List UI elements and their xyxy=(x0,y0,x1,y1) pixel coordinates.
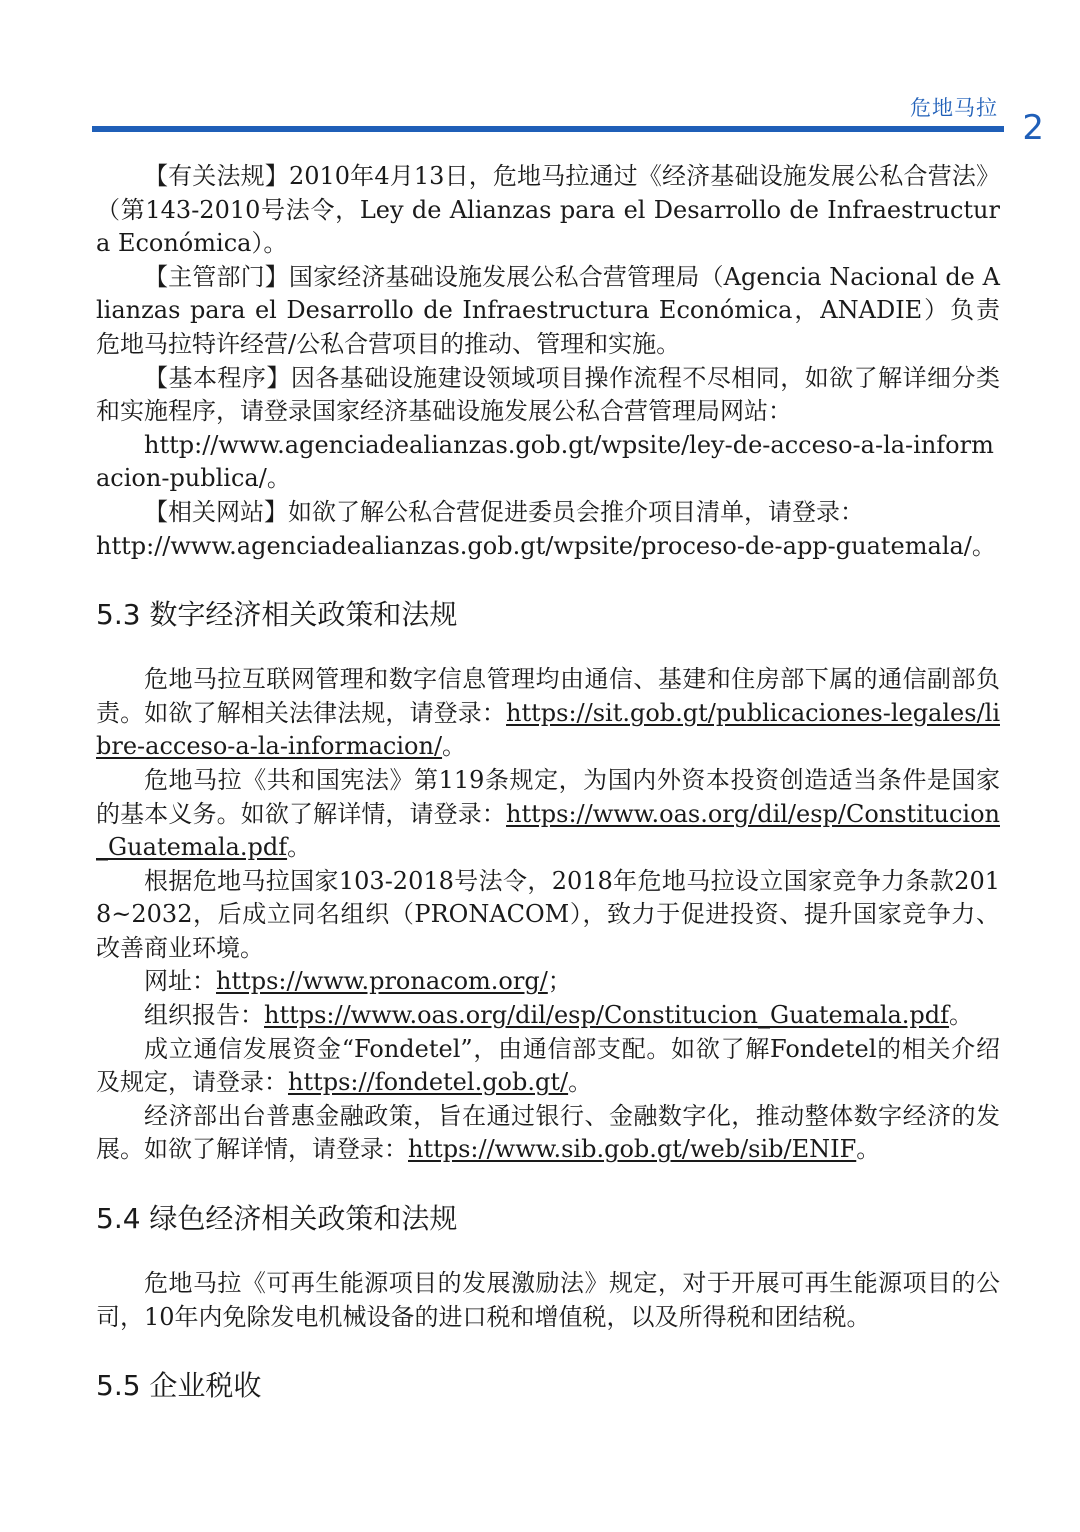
procedure-url-paragraph xyxy=(96,429,1000,496)
s53-p7-end: 。 xyxy=(856,1135,881,1164)
websites-label: 【相关网站】 xyxy=(144,497,288,526)
s53-p3: 根据危地马拉国家103-2018号法令，2018年危地马拉设立国家竞争力条款2018~2032，后成立同名组织（PRONACOM），致力于促进投资、提升国家竞争力、改善商业环境。 xyxy=(96,866,1000,962)
websites-url[interactable]: http://www.agenciadealianzas.gob.gt/wpsite/proceso-de-app-guatemala/ xyxy=(96,531,972,560)
authority-text: 国家经济基础设施发展公私合营管理局（Agencia Nacional de Alianzas para el Desarrollo de Infraestructura Económica，ANADIE）负责危地马拉特许经营/公私合营项目的推动、管理和实施。 xyxy=(96,262,1000,358)
s53-p2-end: 。 xyxy=(287,833,312,862)
page-number: 2 xyxy=(1022,108,1044,148)
laws-text: 2010年4月13日，危地马拉通过《经济基础设施发展公私合营法》（第143-2010号法令，Ley de Alianzas para el Desarrollo de Infraestructura Económica）。 xyxy=(96,162,1001,258)
s53-p1-text: 危地马拉互联网管理和数字信息管理均由通信、基建和住房部下属的通信副部负责。如欲了解相关法律法规，请登录： xyxy=(96,665,1000,727)
laws-paragraph xyxy=(96,160,1000,261)
authority-label: 【主管部门】 xyxy=(144,262,289,291)
sit-link[interactable]: https://sit.gob.gt/publicaciones-legales/libre-acceso-a-la-informacion/ xyxy=(96,698,1000,761)
report-label: 组织报告： xyxy=(144,1001,264,1030)
s53-p1 xyxy=(96,663,1000,764)
s53-p1-end: 。 xyxy=(442,732,467,761)
section-5-3-heading: 5.3 数字经济相关政策和法规 xyxy=(96,598,458,632)
s53-p5 xyxy=(96,999,1000,1033)
websites-text: 如欲了解公私合营促进委员会推介项目清单，请登录： xyxy=(288,497,864,526)
section-5-5-heading: 5.5 企业税收 xyxy=(96,1369,262,1403)
websites-paragraph xyxy=(96,496,1000,530)
header-rule xyxy=(92,126,1004,132)
fondetel-link[interactable]: https://fondetel.gob.gt/ xyxy=(288,1068,569,1097)
procedure-paragraph xyxy=(96,362,1000,429)
authority-paragraph xyxy=(96,261,1000,362)
running-title: 危地马拉 xyxy=(910,96,998,120)
s53-p5-end: 。 xyxy=(949,1001,974,1030)
s54-p1: 危地马拉《可再生能源项目的发展激励法》规定，对于开展可再生能源项目的公司，10年内免除发电机械设备的进口税和增值税，以及所得税和团结税。 xyxy=(96,1269,1000,1331)
sib-link[interactable]: https://www.sib.gob.gt/web/sib/ENIF xyxy=(408,1135,857,1164)
s53-p7-text: 经济部出台普惠金融政策，旨在通过银行、金融数字化，推动整体数字经济的发展。如欲了解详情，请登录： xyxy=(96,1101,1000,1164)
s53-p6-text: 成立通信发展资金“Fondetel”，由通信部支配。如欲了解Fondetel的相关介绍及规定，请登录： xyxy=(96,1034,1000,1097)
s53-p6-end: 。 xyxy=(568,1068,593,1097)
websites-end: 。 xyxy=(971,531,996,560)
procedure-end: 。 xyxy=(266,464,291,493)
procedure-url[interactable]: http://www.agenciadealianzas.gob.gt/wpsite/ley-de-acceso-a-la-informacion-publica/ xyxy=(96,430,994,493)
s53-p2-text: 危地马拉《共和国宪法》第119条规定，为国内外资本投资创造适当条件是国家的基本义务。如欲了解详情，请登录： xyxy=(96,765,1000,828)
procedure-text: 因各基础设施建设领域项目操作流程不尽相同，如欲了解详细分类和实施程序，请登录国家经济基础设施发展公私合营管理局网站： xyxy=(96,363,1001,426)
s53-p7 xyxy=(96,1100,1000,1167)
s53-p4 xyxy=(96,965,1000,999)
laws-label: 【有关法规】 xyxy=(144,162,289,190)
s53-p2 xyxy=(96,764,1000,865)
pronacom-link[interactable]: https://www.pronacom.org/ xyxy=(216,967,548,996)
page-content xyxy=(96,160,1000,1434)
website-label: 网址： xyxy=(144,967,216,996)
constitution-link[interactable]: https://www.oas.org/dil/esp/Constitucion_Guatemala.pdf xyxy=(96,799,1000,862)
s53-p6 xyxy=(96,1033,1000,1100)
section-5-4-heading: 5.4 绿色经济相关政策和法规 xyxy=(96,1202,458,1236)
procedure-label: 【基本程序】 xyxy=(144,363,291,392)
websites-url-paragraph xyxy=(96,530,1000,564)
report-link[interactable]: https://www.oas.org/dil/esp/Constitucion_Guatemala.pdf xyxy=(264,1001,950,1030)
s53-p4-end: ； xyxy=(547,967,572,996)
